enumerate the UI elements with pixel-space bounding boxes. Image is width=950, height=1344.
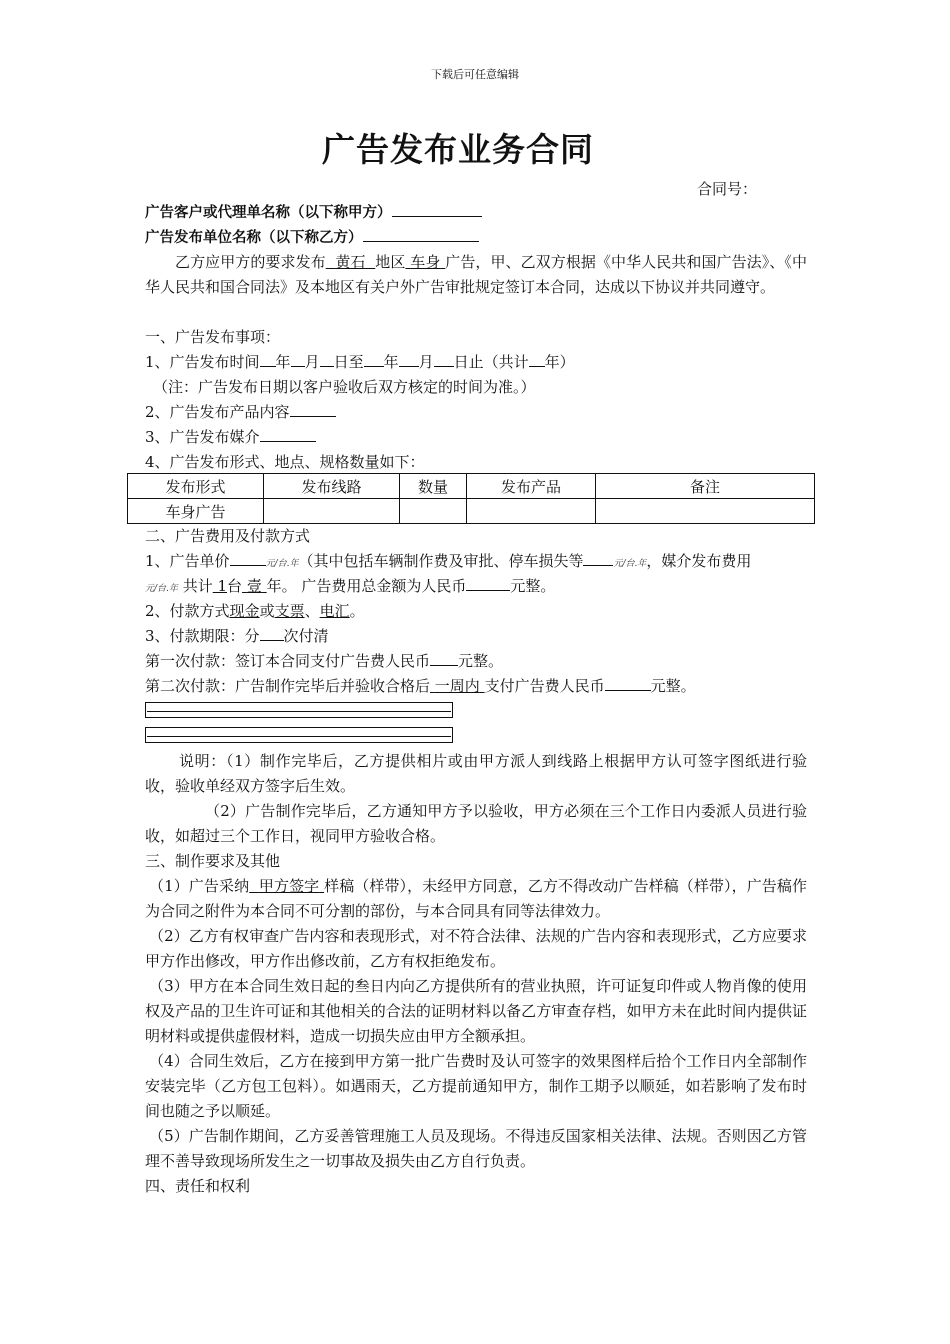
table-cell[interactable] bbox=[596, 499, 815, 524]
clause-1: （1）广告采纳 甲方签字 样稿（样带），未经甲方同意，乙方不得改动广告样稿（样带），广告稿作为合同之附件为本合同不可分割的部份，与本合同具有同等法律效力。 bbox=[145, 877, 807, 920]
media-line: 3、广告发布媒介 bbox=[145, 425, 807, 450]
unit-label: 元/台.年 bbox=[265, 559, 299, 569]
payment-wire: 电汇 bbox=[319, 602, 350, 620]
start-day-blank[interactable] bbox=[320, 350, 334, 367]
table-cell[interactable] bbox=[264, 499, 400, 524]
table-cell[interactable]: 车身广告 bbox=[128, 499, 264, 524]
clause-2: （2）乙方有权审查广告内容和表现形式，对不符合法律、法规的广告内容和表现形式，乙方应要求甲方作出修改，甲方作出修改前，乙方有权拒绝发布。 bbox=[145, 927, 807, 970]
note-1: 说明：（1）制作完毕后，乙方提供相片或由甲方派人到线路上根据甲方认可签字图纸进行验收，验收单经双方签字后生效。 bbox=[145, 752, 807, 795]
unit-label: 元/台.年 bbox=[613, 559, 647, 569]
contract-body-3 bbox=[145, 749, 807, 1199]
table-header-row bbox=[128, 474, 815, 499]
end-day-blank[interactable] bbox=[434, 350, 454, 367]
party-b-blank[interactable] bbox=[363, 225, 479, 242]
party-b-line bbox=[145, 225, 807, 250]
intro-area: 黄石 bbox=[335, 253, 366, 271]
quantity-value: 1 bbox=[217, 577, 228, 595]
table-header: 备注 bbox=[596, 474, 815, 499]
section-3-heading: 三、制作要求及其他 bbox=[145, 852, 281, 870]
publish-time-line: 1、广告发布时间 年 月 日至 年 月 日止（共计 年） bbox=[145, 350, 807, 375]
intro-text-1: 乙方应甲方的要求发布 bbox=[175, 253, 326, 271]
contract-body bbox=[145, 200, 807, 475]
table-header: 数量 bbox=[400, 474, 467, 499]
section-1-heading: 一、广告发布事项： bbox=[145, 328, 281, 346]
total-years-blank[interactable] bbox=[529, 350, 545, 367]
second-payment-line: 第二次付款：广告制作完毕后并验收合格后 一周内 支付广告费人民币 元整。 bbox=[145, 674, 807, 699]
payment-cheque: 支票 bbox=[274, 602, 305, 620]
note-2: （2）广告制作完毕后，乙方通知甲方予以验收，甲方必须在三个工作日内委派人员进行验收，如超过三个工作日，视同甲方验收合格。 bbox=[145, 802, 807, 845]
contract-number-label: 合同号： bbox=[697, 180, 758, 198]
signature-box-2 bbox=[145, 727, 453, 743]
first-payment-line: 第一次付款：签订本合同支付广告费人民币 元整。 bbox=[145, 649, 807, 674]
total-amount-blank[interactable] bbox=[466, 574, 510, 591]
table-header: 发布产品 bbox=[467, 474, 596, 499]
years-value: 壹 bbox=[246, 577, 262, 595]
table-header: 发布线路 bbox=[264, 474, 400, 499]
page-title: 广告发布业务合同 bbox=[322, 130, 594, 169]
start-year-blank[interactable] bbox=[260, 350, 276, 367]
production-fee-blank[interactable] bbox=[583, 549, 613, 566]
table-cell[interactable] bbox=[467, 499, 596, 524]
section-2-heading: 二、广告费用及付款方式 bbox=[145, 527, 311, 545]
party-a-blank[interactable] bbox=[392, 200, 482, 217]
signature-box-1 bbox=[145, 702, 453, 718]
party-b-label: 广告发布单位名称（以下称乙方） bbox=[145, 230, 363, 246]
publish-date-note: （注：广告发布日期以客户验收后双方核定的时间为准。） bbox=[153, 378, 536, 396]
intro-paragraph bbox=[145, 250, 807, 325]
start-month-blank[interactable] bbox=[291, 350, 305, 367]
spec-intro-line: 4、广告发布形式、地点、规格数量如下： bbox=[145, 453, 425, 471]
party-a-label: 广告客户或代理单名称（以下称甲方） bbox=[145, 205, 392, 221]
header-note: 下载后可任意编辑 bbox=[431, 68, 519, 81]
clause-5: （5）广告制作期间，乙方妥善管理施工人员及现场。不得违反国家相关法律、法规。否则因乙方管理不善导致现场所发生之一切事故及损失由乙方自行负责。 bbox=[145, 1127, 807, 1170]
intro-text-3: 广告，甲、乙双方根据《中华人民共和国广告法》、《中华人民共和国合同法》及本地区有关户外广告审批规定签订本合同，达成以下协议并共同遵守。 bbox=[145, 253, 807, 296]
product-content-line: 2、广告发布产品内容 bbox=[145, 400, 807, 425]
payment-term-line: 3、付款期限：分 次付清 bbox=[145, 624, 807, 649]
unit-price-blank[interactable] bbox=[230, 549, 266, 566]
installments-blank[interactable] bbox=[260, 624, 284, 641]
unit-label: 元/台.年 bbox=[145, 584, 178, 594]
table-cell[interactable] bbox=[400, 499, 467, 524]
clause-4: （4）合同生效后，乙方在接到甲方第一批广告费时及认可签字的效果图样后拾个工作日内全部制作安装完毕（乙方包工包料）。如遇雨天，乙方提前通知甲方，制作工期予以顺延，如若影响了发布时间也随之予以顺延。 bbox=[145, 1052, 807, 1120]
media-blank[interactable] bbox=[260, 425, 316, 442]
clause-3: （3）甲方在本合同生效日起的叁日内向乙方提供所有的营业执照，许可证复印件或人物肖像的使用权及产品的卫生许可证和其他相关的合法的证明材料以备乙方审查存档，如甲方未在此时间内提供证明材料或提供虚假材料，造成一切损失应由甲方全额承担。 bbox=[145, 977, 807, 1045]
section-4-heading: 四、责任和权利 bbox=[145, 1177, 251, 1195]
sample-approval: 甲方签字 bbox=[258, 877, 320, 895]
intro-media: 车身 bbox=[410, 253, 441, 271]
first-payment-blank[interactable] bbox=[430, 649, 458, 666]
spec-table bbox=[127, 473, 815, 524]
intro-text-2: 地区 bbox=[375, 253, 406, 271]
total-fee-line: 元/台.年 共计 1台 壹 年。 广告费用总金额为人民币 元整。 bbox=[145, 574, 807, 599]
table-row bbox=[128, 499, 815, 524]
payment-method-line: 2、付款方式现金或支票、电汇。 bbox=[145, 602, 365, 620]
unit-price-line: 1、广告单价 元/台.年（其中包括车辆制作费及审批、停车损失等 元/台.年，媒介发布费用 bbox=[145, 549, 807, 574]
table-header: 发布形式 bbox=[128, 474, 264, 499]
end-month-blank[interactable] bbox=[399, 350, 419, 367]
product-content-blank[interactable] bbox=[290, 400, 336, 417]
contract-body-2 bbox=[145, 524, 807, 699]
payment-cash: 现金 bbox=[229, 602, 260, 620]
second-payment-blank[interactable] bbox=[605, 674, 651, 691]
second-payment-period: 一周内 bbox=[434, 677, 480, 695]
end-year-blank[interactable] bbox=[364, 350, 384, 367]
party-a-line bbox=[145, 200, 807, 225]
